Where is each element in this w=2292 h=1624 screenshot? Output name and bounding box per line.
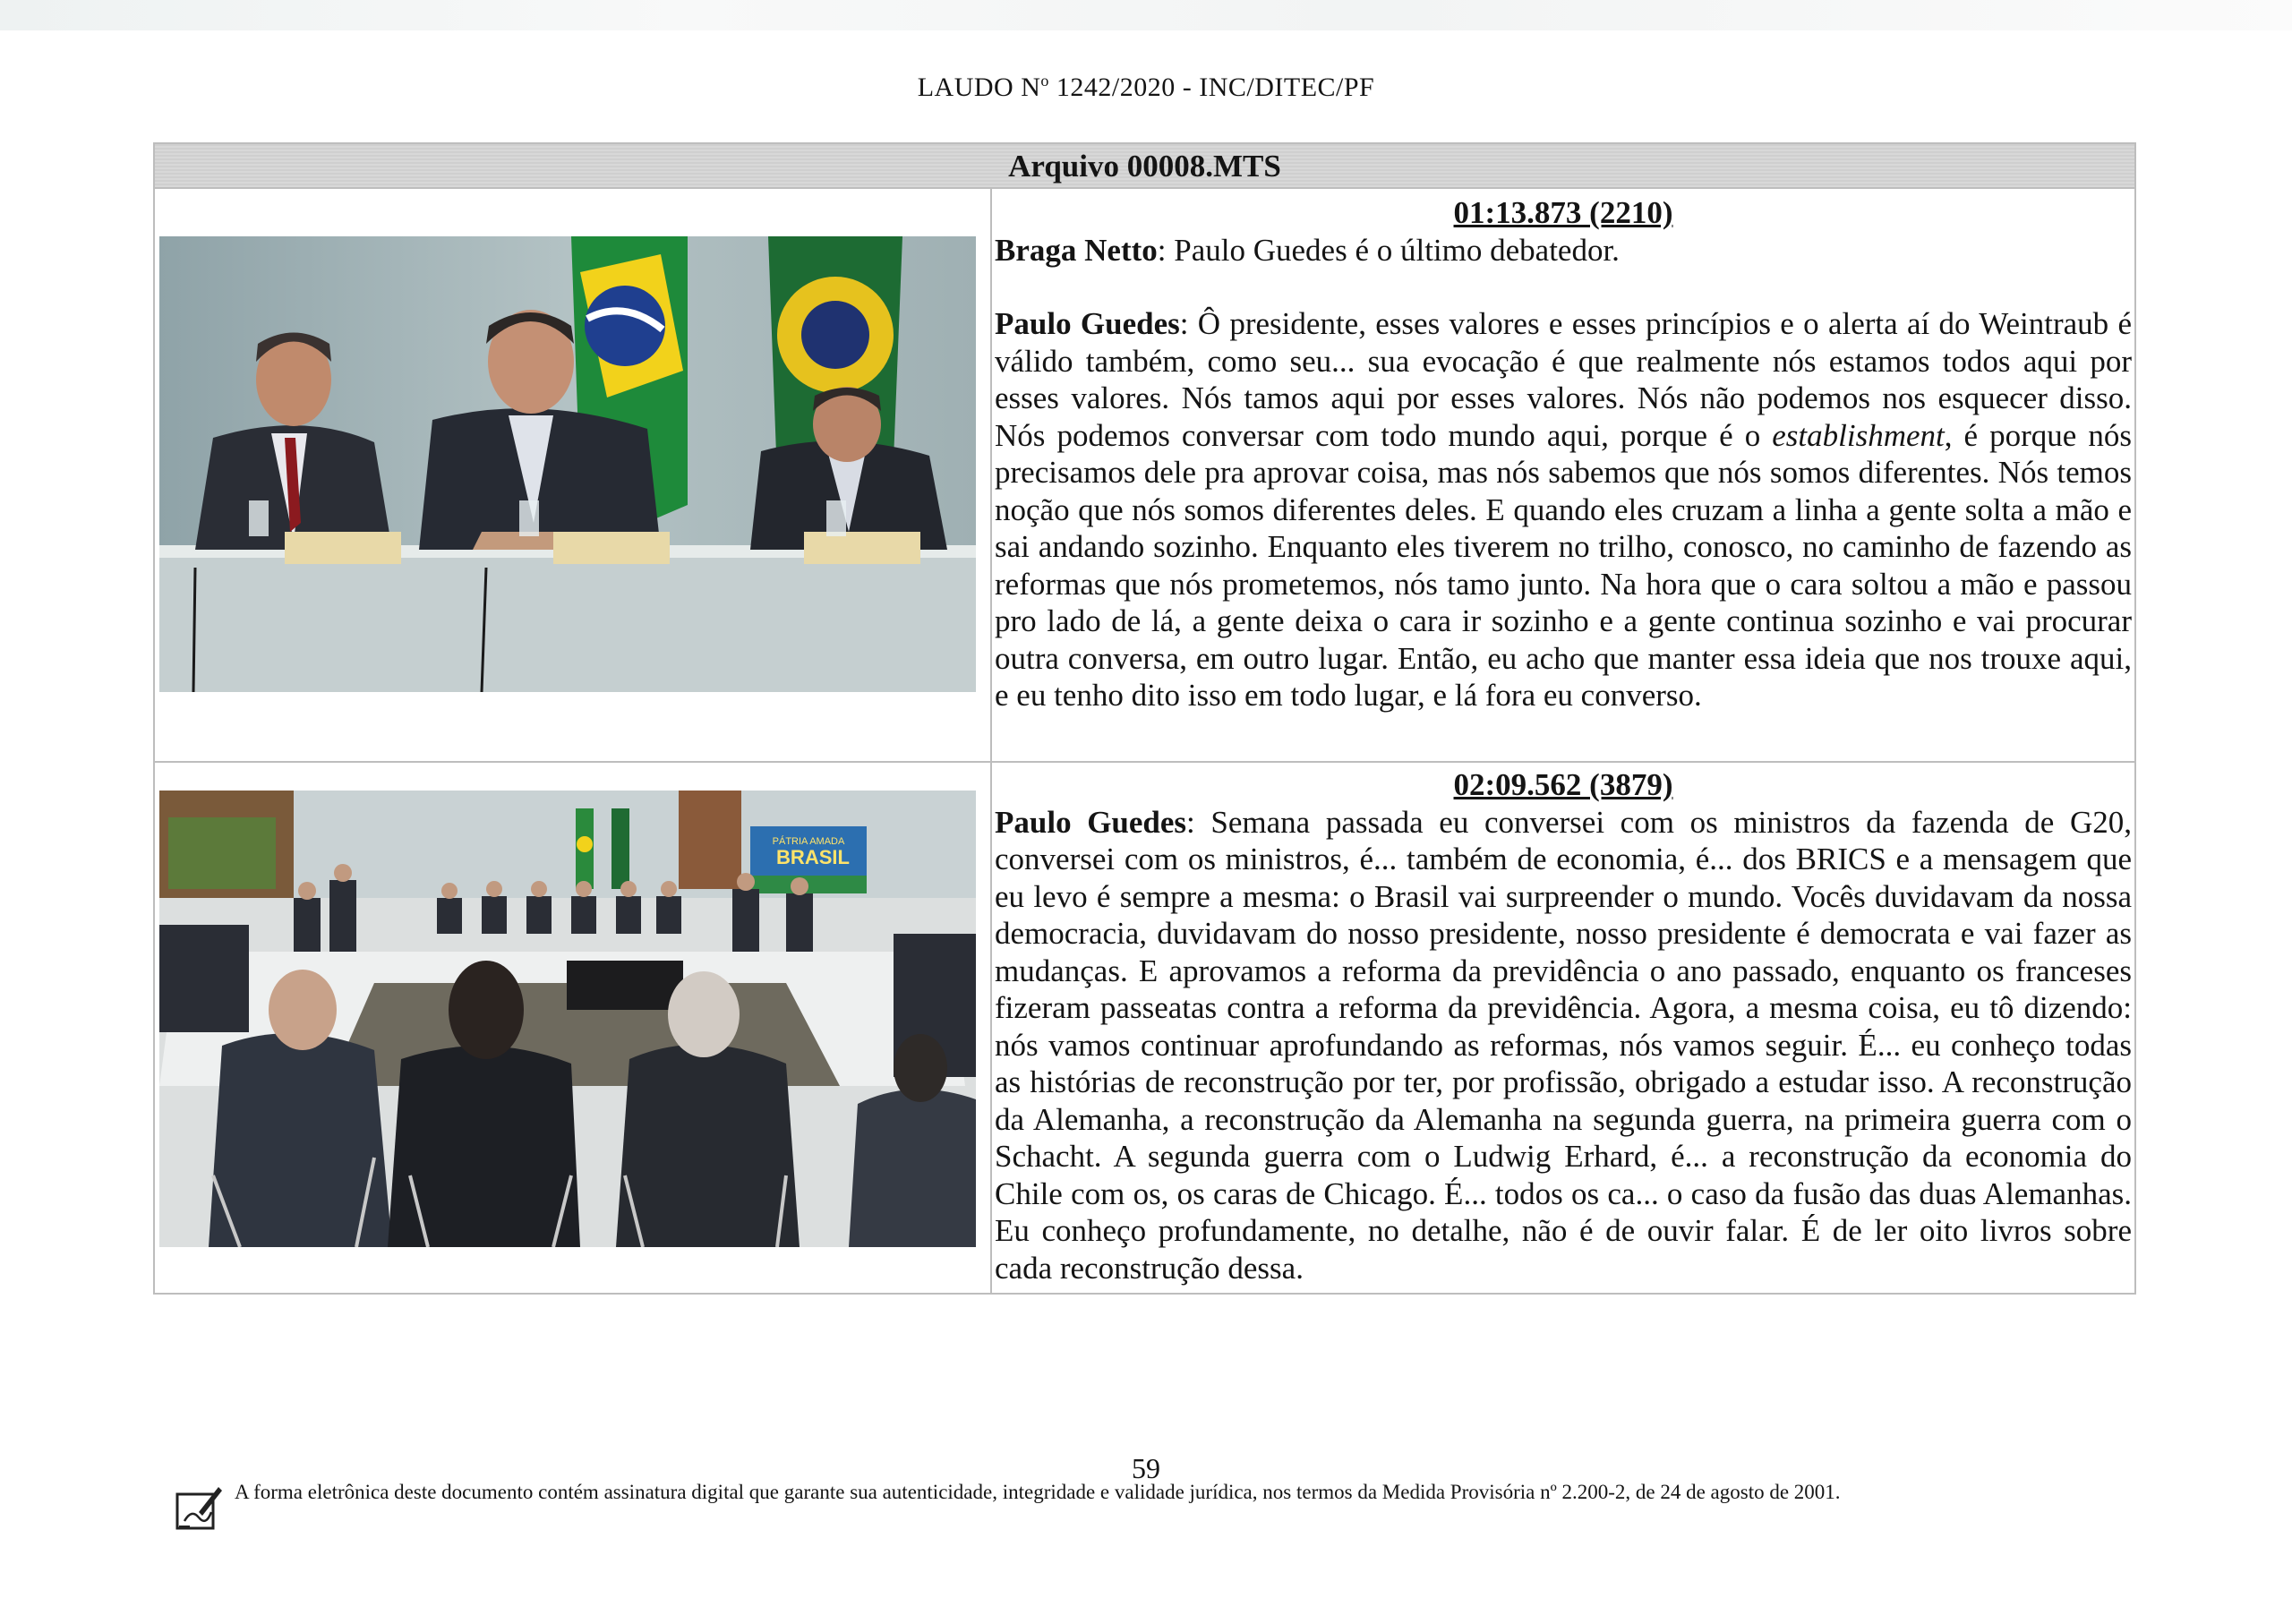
utterance-text: Paulo Guedes é o último debatedor. (1174, 232, 1620, 268)
speaker-separator: : (1157, 232, 1175, 268)
meeting-photo-2 (159, 791, 976, 1247)
transcript-cell-1 (995, 194, 2132, 714)
speaker-name: Paulo Guedes (995, 804, 1187, 840)
file-title: Arquivo 00008.MTS (1008, 149, 1281, 184)
signature-pen-icon (172, 1482, 224, 1536)
name-plate-center (553, 532, 670, 564)
header-sup: o (1040, 72, 1049, 90)
banner-line-2: BRASIL (776, 846, 850, 868)
name-plate-right (804, 532, 920, 564)
page-number: 59 (1132, 1452, 1160, 1484)
speaker-separator: : (1186, 804, 1211, 840)
italic-term: establishment (1772, 417, 1945, 453)
utterance-paulo-guedes-2 (995, 804, 2132, 1287)
utterance-text-continued: , é porque nós precisamos dele pra aprovar coisa, mas nós sabemos que nós somos diferentes. Nós temos noção que nós somos diferentes deles. E quando eles cruzam a linha a gente solta a mão e sai andando sozinho. Enquanto eles tiverem no trilho, conosco, no caminho de fazendo as reformas que nós prometemos, nós tamo junto. Na hora que o cara soltou a mão e passou pro lado de lá, a gente deixa o cara ir sozinho e a gente continua sozinho e vai procurar outra conversa, em outro lugar. Então, eu acho que manter essa ideia que nos trouxe aqui, e eu tenho dito isso em todo lugar, e lá fora eu converso. (995, 417, 2132, 713)
page-header (0, 72, 2292, 103)
utterance-paulo-guedes-1 (995, 305, 2132, 714)
name-plate-left (285, 532, 401, 564)
footer-text: A forma eletrônica deste documento contém assinatura digital que garante sua autenticidade, integridade e validade jurídica, nos termos da Medida Provisória nº 2.200-2, de 24 de agosto de 2001. (235, 1481, 1841, 1503)
utterance-braga-netto (995, 232, 2132, 269)
utterance-text: Semana passada eu conversei com os ministros da fazenda de G20, conversei com os ministros, é... também de economia, é... dos BRICS e a mensagem que eu levo é sempre a mesma: o Brasil vai surpreender o mundo. Vocês duvidavam da nossa democracia, duvidavam do nosso presidente, nosso presidente é democrata e vai fazer as mudanças. E aprovamos a reforma da previdência o ano passado, enquanto os franceses fizeram passeatas contra a reforma da previdência. Agora, a mesma coisa, eu tô dizendo: nós vamos continuar aprofundando as reformas, nós vamos seguir. É... eu conheço todas as histórias de reconstrução por ter, por profissão, obrigado a estudar isso. A reconstrução da Alemanha, a reconstrução da Alemanha na segunda guerra, na primeira guerra com o Schacht. A segunda guerra com o Ludwig Erhard, é... a reconstrução da economia do Chile com os, os caras de Chicago. É... todos os ca... o caso da fusão das duas Alemanhas. Eu conheço profundamente, no detalhe, não é de ouvir falar. É de ler oito livros sobre cada reconstrução dessa. (995, 804, 2132, 1286)
transcript-cell-2 (995, 766, 2132, 1286)
speaker-separator: : (1179, 306, 1198, 341)
scan-top-artifact (0, 0, 2292, 30)
transcript-table (153, 142, 2136, 1295)
speaker-name: Paulo Guedes (995, 306, 1180, 341)
meeting-photo-1 (159, 236, 976, 692)
timestamp-2: 02:09.562 (3879) (1453, 767, 1673, 802)
header-suffix: 1242/2020 - INC/DITEC/PF (1048, 73, 1375, 102)
speaker-name: Braga Netto (995, 232, 1158, 268)
banner-line-1: PÁTRIA AMADA (772, 836, 845, 847)
utterance-text: Ô presidente, esses valores e esses princípios e o alerta aí do Weintraub é válido também, como seu... sua evocação é que realmente nós estamos todos aqui por esses valores. Nós tamos aqui por esses valores. Nós não podemos nos esquecer disso. Nós podemos conversar com todo mundo aqui, porque é o (995, 306, 2132, 453)
brasil-banner (750, 826, 867, 893)
timestamp-1: 01:13.873 (2210) (1453, 195, 1673, 230)
file-title-bar (155, 144, 2134, 189)
column-divider (990, 187, 992, 1295)
monitor (567, 961, 683, 1010)
row-divider (155, 761, 2134, 763)
digital-signature-footer (172, 1480, 2106, 1504)
header-prefix: LAUDO N (917, 73, 1041, 102)
